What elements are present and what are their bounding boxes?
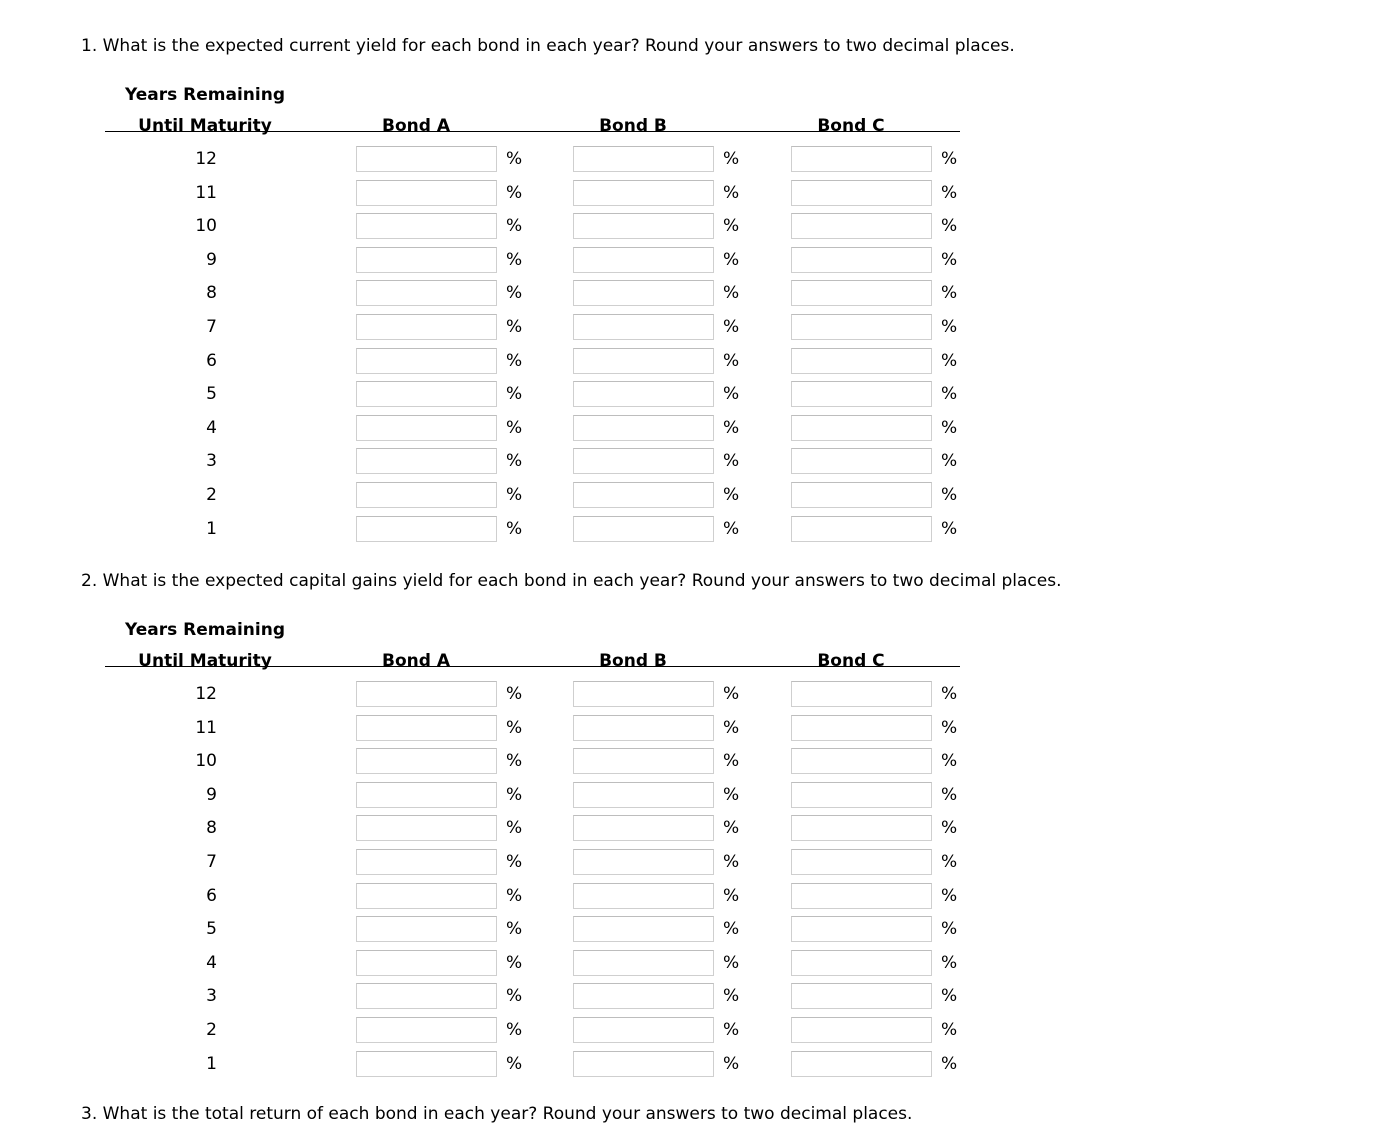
bond-c-year-12-input[interactable]: [791, 681, 932, 707]
percent-unit-label: %: [941, 149, 958, 169]
current-yield-table: [105, 85, 1105, 545]
percent-unit-label: %: [941, 182, 958, 203]
percent-unit-label: %: [723, 350, 740, 371]
years-remaining-value: 9: [206, 249, 217, 270]
percent-unit-label: %: [941, 1053, 958, 1074]
bond-b-year-11-input[interactable]: [573, 180, 714, 206]
percent-unit-label: %: [941, 451, 958, 472]
bond-b-year-4-input[interactable]: [573, 415, 714, 441]
percent-unit-label: %: [506, 283, 523, 304]
bond-c-year-8-input[interactable]: [791, 815, 932, 841]
years-remaining-value: 1: [206, 1053, 217, 1074]
bond-b-year-2-input[interactable]: [573, 482, 714, 508]
percent-unit-label: %: [506, 986, 523, 1007]
bond-c-year-3-input[interactable]: [791, 448, 932, 474]
table-row: [105, 949, 1005, 977]
bond-a-year-8-input[interactable]: [356, 815, 497, 841]
percent-unit-label: %: [723, 952, 740, 973]
table-row: [105, 1016, 1005, 1044]
table-row: [105, 414, 1005, 442]
bond-a-year-6-input[interactable]: [356, 883, 497, 909]
bond-b-year-9-input[interactable]: [573, 782, 714, 808]
bond-b-year-3-input[interactable]: [573, 983, 714, 1009]
percent-unit-label: %: [506, 216, 523, 237]
percent-unit-label: %: [723, 784, 740, 805]
bond-a-year-4-input[interactable]: [356, 415, 497, 441]
years-remaining-value: 8: [206, 283, 217, 304]
bond-c-year-4-input[interactable]: [791, 415, 932, 441]
bond-c-year-1-input[interactable]: [791, 516, 932, 542]
bond-b-year-6-input[interactable]: [573, 348, 714, 374]
percent-unit-label: %: [506, 182, 523, 203]
percent-unit-label: %: [506, 784, 523, 805]
bond-a-year-11-input[interactable]: [356, 180, 497, 206]
bond-a-year-2-input[interactable]: [356, 482, 497, 508]
bond-a-year-11-input[interactable]: [356, 715, 497, 741]
header-rule: [105, 666, 960, 667]
percent-unit-label: %: [723, 384, 740, 405]
percent-unit-label: %: [941, 485, 958, 505]
question-1-text: 1. What is the expected current yield for each bond in each year? Round your answers to two decimal places.: [81, 36, 1015, 56]
table-row: [105, 982, 1005, 1010]
bond-c-year-10-input[interactable]: [791, 213, 932, 239]
percent-unit-label: %: [723, 1020, 740, 1040]
percent-unit-label: %: [506, 149, 523, 169]
percent-unit-label: %: [506, 317, 523, 337]
header-rule: [105, 131, 960, 132]
percent-unit-label: %: [506, 249, 523, 270]
bond-b-header: Bond B: [599, 116, 667, 136]
percent-unit-label: %: [941, 751, 958, 772]
years-remaining-value: 10: [195, 216, 217, 237]
until-maturity-header: Until Maturity: [138, 651, 272, 671]
years-remaining-value: 7: [206, 317, 217, 337]
bond-a-year-10-input[interactable]: [356, 213, 497, 239]
bond-a-year-3-input[interactable]: [356, 448, 497, 474]
bond-c-year-2-input[interactable]: [791, 482, 932, 508]
bond-a-year-2-input[interactable]: [356, 1017, 497, 1043]
percent-unit-label: %: [506, 919, 523, 940]
percent-unit-label: %: [941, 717, 958, 738]
bond-b-year-2-input[interactable]: [573, 1017, 714, 1043]
table-row: [105, 747, 1005, 775]
years-remaining-value: 8: [206, 818, 217, 839]
bond-b-year-6-input[interactable]: [573, 883, 714, 909]
percent-unit-label: %: [941, 919, 958, 940]
bond-a-year-3-input[interactable]: [356, 983, 497, 1009]
years-remaining-value: 2: [206, 1020, 217, 1040]
percent-unit-label: %: [941, 216, 958, 237]
bond-a-year-9-input[interactable]: [356, 247, 497, 273]
bond-b-year-12-input[interactable]: [573, 146, 714, 172]
table-row: [105, 447, 1005, 475]
bond-c-header: Bond C: [817, 651, 885, 671]
years-remaining-header: Years Remaining: [124, 85, 285, 105]
table-row: [105, 848, 1005, 876]
bond-a-year-12-input[interactable]: [356, 681, 497, 707]
table-row: [105, 781, 1005, 809]
until-maturity-header: Until Maturity: [138, 116, 272, 136]
bond-c-year-4-input[interactable]: [791, 950, 932, 976]
percent-unit-label: %: [723, 317, 740, 337]
bond-b-year-4-input[interactable]: [573, 950, 714, 976]
percent-unit-label: %: [723, 216, 740, 237]
percent-unit-label: %: [941, 986, 958, 1007]
percent-unit-label: %: [723, 1053, 740, 1074]
table-row: [105, 915, 1005, 943]
bond-a-year-9-input[interactable]: [356, 782, 497, 808]
percent-unit-label: %: [941, 249, 958, 270]
years-remaining-value: 5: [206, 919, 217, 940]
bond-b-year-5-input[interactable]: [573, 916, 714, 942]
bond-a-year-10-input[interactable]: [356, 748, 497, 774]
table-row: [105, 714, 1005, 742]
percent-unit-label: %: [506, 885, 523, 906]
bond-c-year-8-input[interactable]: [791, 280, 932, 306]
percent-unit-label: %: [723, 751, 740, 772]
bond-a-year-1-input[interactable]: [356, 516, 497, 542]
bond-c-year-5-input[interactable]: [791, 381, 932, 407]
percent-unit-label: %: [506, 350, 523, 371]
bond-b-year-3-input[interactable]: [573, 448, 714, 474]
bond-a-year-5-input[interactable]: [356, 916, 497, 942]
years-remaining-value: 12: [195, 149, 217, 169]
bond-c-year-7-input[interactable]: [791, 849, 932, 875]
percent-unit-label: %: [723, 149, 740, 169]
percent-unit-label: %: [941, 952, 958, 973]
bond-b-year-1-input[interactable]: [573, 516, 714, 542]
bond-a-year-7-input[interactable]: [356, 849, 497, 875]
years-remaining-value: 1: [206, 518, 217, 539]
bond-c-year-7-input[interactable]: [791, 314, 932, 340]
bond-a-year-4-input[interactable]: [356, 950, 497, 976]
bond-a-year-7-input[interactable]: [356, 314, 497, 340]
table-row: [105, 279, 1005, 307]
bond-c-year-5-input[interactable]: [791, 916, 932, 942]
question-2-text: 2. What is the expected capital gains yield for each bond in each year? Round your answers to two decimal places.: [81, 571, 1062, 591]
bond-c-header: Bond C: [817, 116, 885, 136]
bond-c-year-9-input[interactable]: [791, 247, 932, 273]
years-remaining-header: Years Remaining: [124, 620, 285, 640]
percent-unit-label: %: [506, 518, 523, 539]
percent-unit-label: %: [506, 485, 523, 505]
years-remaining-value: 11: [195, 182, 217, 203]
bond-b-year-8-input[interactable]: [573, 815, 714, 841]
table-row: [105, 246, 1005, 274]
years-remaining-value: 7: [206, 852, 217, 872]
bond-a-header: Bond A: [382, 651, 450, 671]
bond-b-year-7-input[interactable]: [573, 314, 714, 340]
percent-unit-label: %: [941, 852, 958, 872]
bond-b-year-8-input[interactable]: [573, 280, 714, 306]
capital-gains-yield-table: [105, 620, 1105, 1080]
percent-unit-label: %: [723, 885, 740, 906]
years-remaining-value: 5: [206, 384, 217, 405]
bond-c-year-2-input[interactable]: [791, 1017, 932, 1043]
percent-unit-label: %: [723, 684, 740, 704]
years-remaining-value: 11: [195, 717, 217, 738]
bond-c-year-11-input[interactable]: [791, 180, 932, 206]
percent-unit-label: %: [723, 485, 740, 505]
percent-unit-label: %: [506, 818, 523, 839]
percent-unit-label: %: [723, 852, 740, 872]
bond-b-year-10-input[interactable]: [573, 748, 714, 774]
bond-c-year-10-input[interactable]: [791, 748, 932, 774]
percent-unit-label: %: [506, 384, 523, 405]
percent-unit-label: %: [941, 317, 958, 337]
bond-b-header: Bond B: [599, 651, 667, 671]
percent-unit-label: %: [723, 818, 740, 839]
table-row: [105, 212, 1005, 240]
bond-b-year-5-input[interactable]: [573, 381, 714, 407]
table-row: [105, 481, 1005, 509]
bond-c-year-11-input[interactable]: [791, 715, 932, 741]
percent-unit-label: %: [723, 283, 740, 304]
percent-unit-label: %: [506, 451, 523, 472]
bond-a-year-5-input[interactable]: [356, 381, 497, 407]
bond-a-year-1-input[interactable]: [356, 1051, 497, 1077]
bond-a-year-12-input[interactable]: [356, 146, 497, 172]
question-3-text: 3. What is the total return of each bond in each year? Round your answers to two decimal places.: [81, 1104, 913, 1124]
table-row: [105, 380, 1005, 408]
table-row: [105, 814, 1005, 842]
percent-unit-label: %: [506, 684, 523, 704]
table-row: [105, 145, 1005, 173]
bond-c-year-6-input[interactable]: [791, 348, 932, 374]
table-row: [105, 347, 1005, 375]
percent-unit-label: %: [506, 717, 523, 738]
years-remaining-value: 3: [206, 451, 217, 472]
years-remaining-value: 6: [206, 885, 217, 906]
percent-unit-label: %: [723, 182, 740, 203]
bond-a-year-6-input[interactable]: [356, 348, 497, 374]
percent-unit-label: %: [941, 384, 958, 405]
years-remaining-value: 4: [206, 952, 217, 973]
bond-a-year-8-input[interactable]: [356, 280, 497, 306]
bond-b-year-10-input[interactable]: [573, 213, 714, 239]
percent-unit-label: %: [723, 919, 740, 940]
bond-a-header: Bond A: [382, 116, 450, 136]
table-row: [105, 680, 1005, 708]
percent-unit-label: %: [941, 784, 958, 805]
bond-c-year-9-input[interactable]: [791, 782, 932, 808]
bond-b-year-9-input[interactable]: [573, 247, 714, 273]
percent-unit-label: %: [941, 417, 958, 438]
percent-unit-label: %: [506, 1053, 523, 1074]
percent-unit-label: %: [506, 751, 523, 772]
percent-unit-label: %: [941, 818, 958, 839]
years-remaining-value: 4: [206, 417, 217, 438]
years-remaining-value: 10: [195, 751, 217, 772]
percent-unit-label: %: [723, 518, 740, 539]
percent-unit-label: %: [506, 1020, 523, 1040]
percent-unit-label: %: [941, 1020, 958, 1040]
table-row: [105, 1050, 1005, 1078]
table-row: [105, 179, 1005, 207]
percent-unit-label: %: [723, 717, 740, 738]
years-remaining-value: 6: [206, 350, 217, 371]
percent-unit-label: %: [941, 350, 958, 371]
years-remaining-value: 3: [206, 986, 217, 1007]
years-remaining-value: 2: [206, 485, 217, 505]
bond-c-year-3-input[interactable]: [791, 983, 932, 1009]
table-row: [105, 882, 1005, 910]
percent-unit-label: %: [941, 283, 958, 304]
percent-unit-label: %: [506, 852, 523, 872]
table-row: [105, 515, 1005, 543]
percent-unit-label: %: [941, 518, 958, 539]
percent-unit-label: %: [941, 684, 958, 704]
percent-unit-label: %: [723, 417, 740, 438]
years-remaining-value: 12: [195, 684, 217, 704]
years-remaining-value: 9: [206, 784, 217, 805]
percent-unit-label: %: [723, 249, 740, 270]
bond-c-year-6-input[interactable]: [791, 883, 932, 909]
percent-unit-label: %: [723, 986, 740, 1007]
percent-unit-label: %: [506, 952, 523, 973]
bond-c-year-12-input[interactable]: [791, 146, 932, 172]
bond-c-year-1-input[interactable]: [791, 1051, 932, 1077]
bond-b-year-1-input[interactable]: [573, 1051, 714, 1077]
table-row: [105, 313, 1005, 341]
bond-b-year-7-input[interactable]: [573, 849, 714, 875]
percent-unit-label: %: [723, 451, 740, 472]
percent-unit-label: %: [506, 417, 523, 438]
percent-unit-label: %: [941, 885, 958, 906]
bond-b-year-12-input[interactable]: [573, 681, 714, 707]
bond-b-year-11-input[interactable]: [573, 715, 714, 741]
